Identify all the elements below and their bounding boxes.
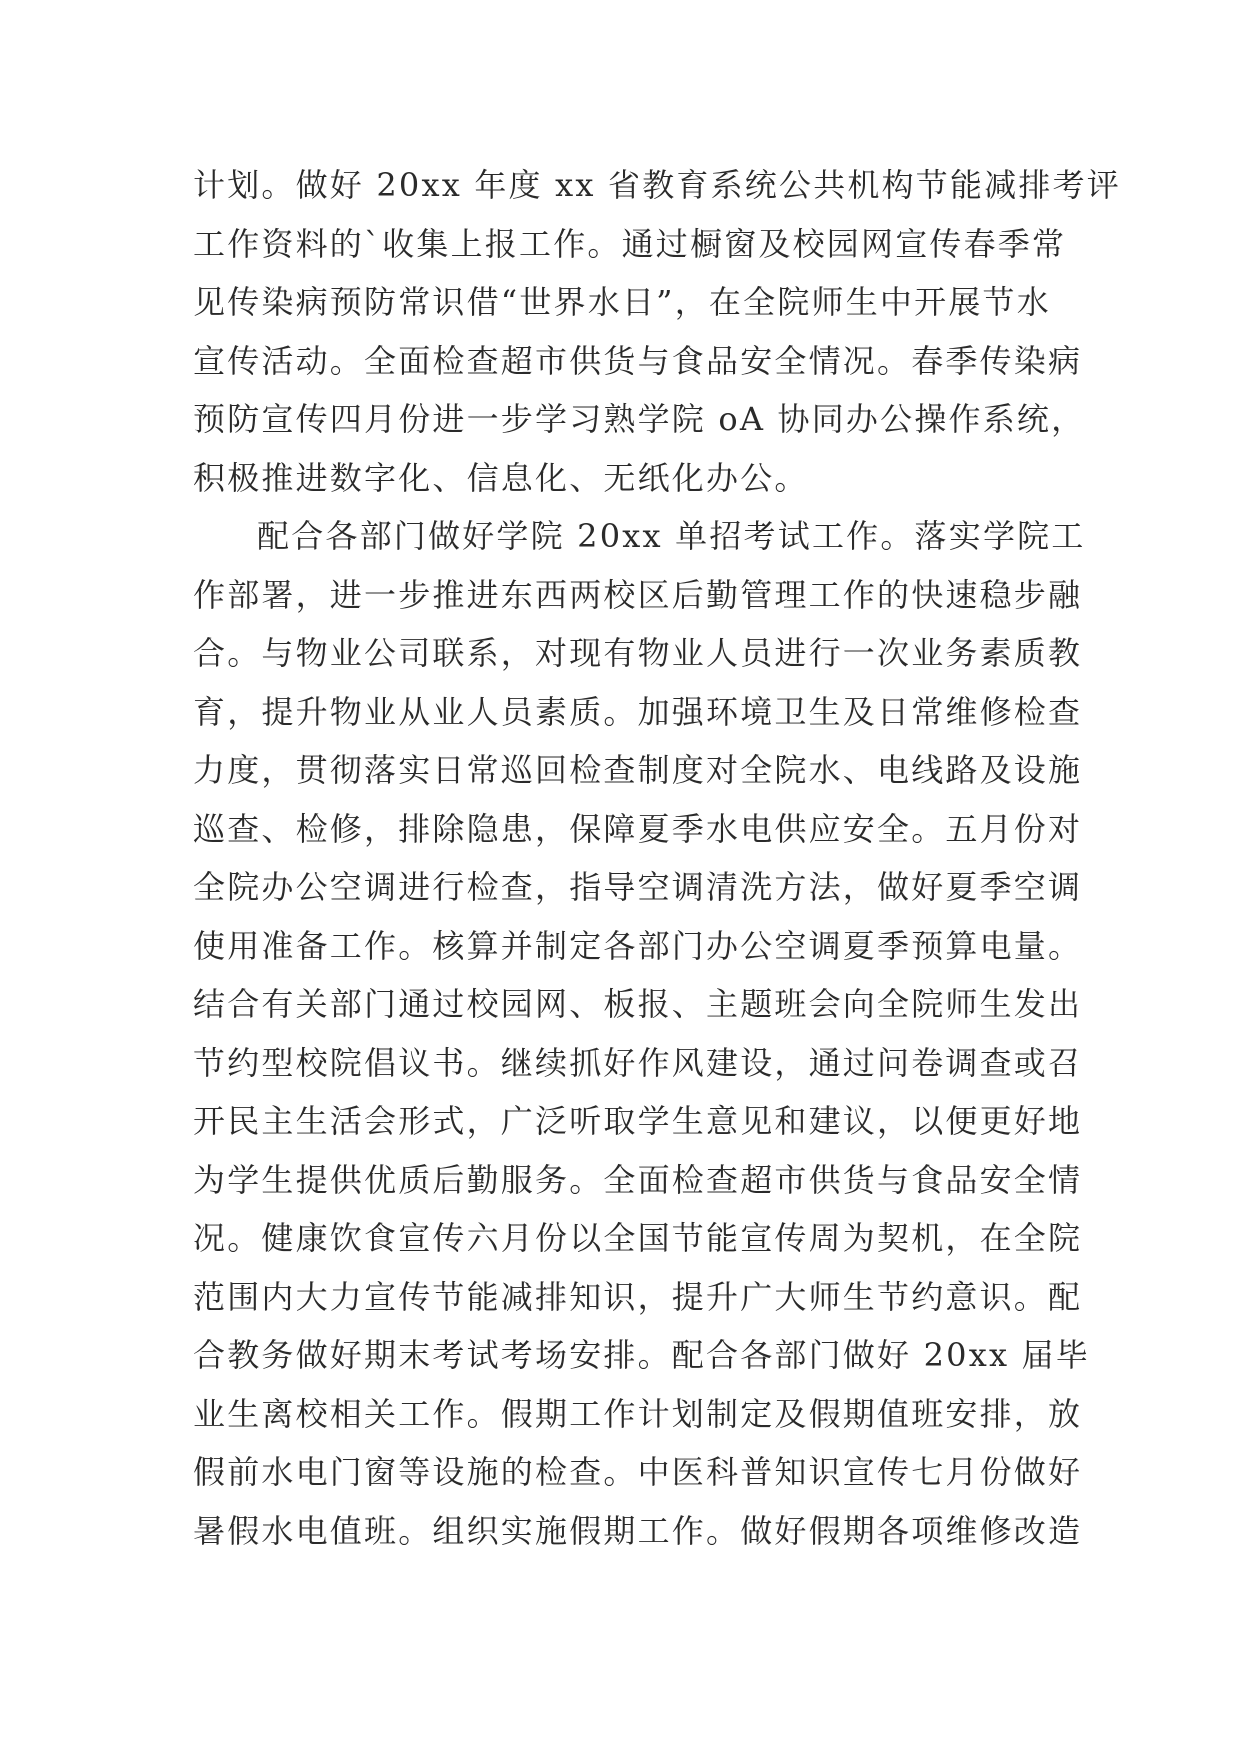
paragraph-line: 节约型校院倡议书。继续抓好作风建设，通过问卷调查或召 (193, 1043, 1083, 1082)
paragraph-line: 使用准备工作。核算并制定各部门办公空调夏季预算电量。 (193, 926, 1083, 965)
paragraph-line: 范围内大力宣传节能减排知识，提升广大师生节约意识。配 (193, 1277, 1083, 1316)
paragraph-line: 育，提升物业从业人员素质。加强环境卫生及日常维修检查 (193, 692, 1083, 731)
paragraph-line: 力度，贯彻落实日常巡回检查制度对全院水、电线路及设施 (193, 751, 1083, 789)
paragraph-line: 合教务做好期末考试考场安排。配合各部门做好 20xx 届毕 (193, 1336, 1090, 1374)
paragraph-line: 配合各部门做好学院 20xx 单招考试工作。落实学院工 (257, 517, 1086, 555)
paragraph-line: 宣传活动。全面检查超市供货与食品安全情况。春季传染病 (193, 341, 1083, 380)
paragraph-1 (193, 156, 1121, 507)
paragraph-line: 为学生提供优质后勤服务。全面检查超市供货与食品安全情 (193, 1160, 1083, 1199)
paragraph-line: 作部署，进一步推进东西两校区后勤管理工作的快速稳步融 (193, 575, 1083, 614)
paragraph-line: 暑假水电值班。组织实施假期工作。做好假期各项维修改造 (193, 1511, 1083, 1550)
paragraph-2 (193, 507, 1090, 1560)
paragraph-line: 结合有关部门通过校园网、板报、主题班会向全院师生发出 (193, 985, 1083, 1023)
paragraph-line: 预防宣传四月份进一步学习熟学院 oA 协同办公操作系统， (193, 400, 1086, 438)
paragraph-line: 业生离校相关工作。假期工作计划制定及假期值班安排，放 (193, 1394, 1083, 1433)
paragraph-line: 全院办公空调进行检查，指导空调清洗方法，做好夏季空调 (193, 868, 1083, 906)
paragraph-line: 巡查、检修，排除隐患，保障夏季水电供应安全。五月份对 (193, 809, 1083, 848)
paragraph-line: 积极推进数字化、信息化、无纸化办公。 (193, 458, 809, 497)
paragraph-line: 合。与物业公司联系，对现有物业人员进行一次业务素质教 (193, 634, 1083, 672)
paragraph-line: 计划。做好 20xx 年度 xx 省教育系统公共机构节能减排考评 (193, 166, 1121, 204)
paragraph-line: 况。健康饮食宣传六月份以全国节能宣传周为契机，在全院 (193, 1219, 1083, 1257)
paragraph-line: 开民主生活会形式，广泛听取学生意见和建议，以便更好地 (193, 1102, 1083, 1140)
paragraph-line: 假前水电门窗等设施的检查。中医科普知识宣传七月份做好 (193, 1453, 1083, 1491)
paragraph-line: 工作资料的`收集上报工作。通过橱窗及校园网宣传春季常 (193, 224, 1067, 263)
paragraph-line: 见传染病预防常识借“世界水日”，在全院师生中开展节水 (193, 283, 1051, 321)
